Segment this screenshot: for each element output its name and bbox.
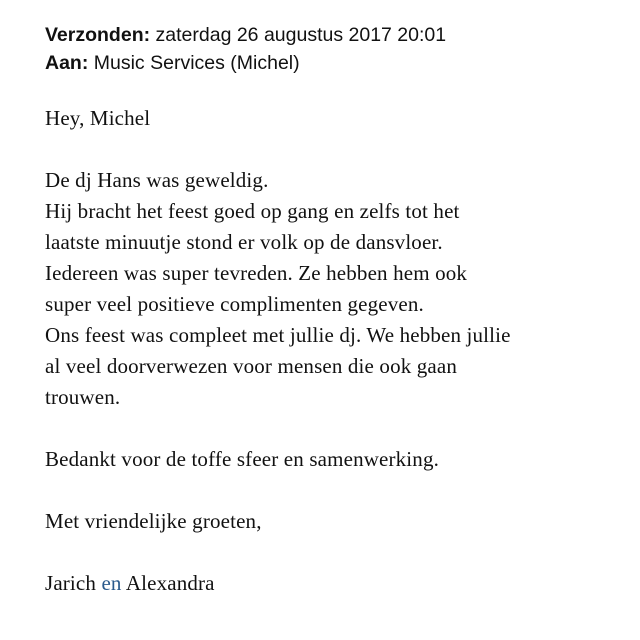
email-message (45, 0, 635, 599)
signature (45, 568, 635, 599)
body-line: Hij bracht het feest goed op gang en zelfs tot het (45, 199, 460, 223)
body-line: al veel doorverwezen voor mensen die ook gaan (45, 354, 458, 378)
greeting: Hey, Michel (45, 106, 151, 130)
main-paragraph (45, 165, 635, 413)
email-header (45, 21, 635, 77)
signature-conjunction: en (101, 571, 122, 595)
body-line: Ons feest was compleet met jullie dj. We hebben jullie (45, 323, 511, 347)
signature-name-1: Jarich (45, 571, 97, 595)
body-line: trouwen. (45, 385, 121, 409)
email-body (45, 103, 635, 599)
sent-value: zaterdag 26 augustus 2017 20:01 (155, 24, 447, 46)
signature-name-2: Alexandra (125, 571, 215, 595)
to-label: Aan: (45, 52, 89, 74)
body-line: laatste minuutje stond er volk op de dansvloer. (45, 230, 443, 254)
thanks-line: Bedankt voor de toffe sfeer en samenwerking. (45, 447, 439, 471)
sent-row (45, 21, 635, 49)
body-line: super veel positieve complimenten gegeven. (45, 292, 424, 316)
body-line: Iedereen was super tevreden. Ze hebben hem ook (45, 261, 468, 285)
to-value: Music Services (Michel) (93, 52, 300, 74)
body-line: De dj Hans was geweldig. (45, 168, 269, 192)
closing-line: Met vriendelijke groeten, (45, 509, 262, 533)
sent-label: Verzonden: (45, 24, 151, 46)
to-row (45, 49, 635, 77)
